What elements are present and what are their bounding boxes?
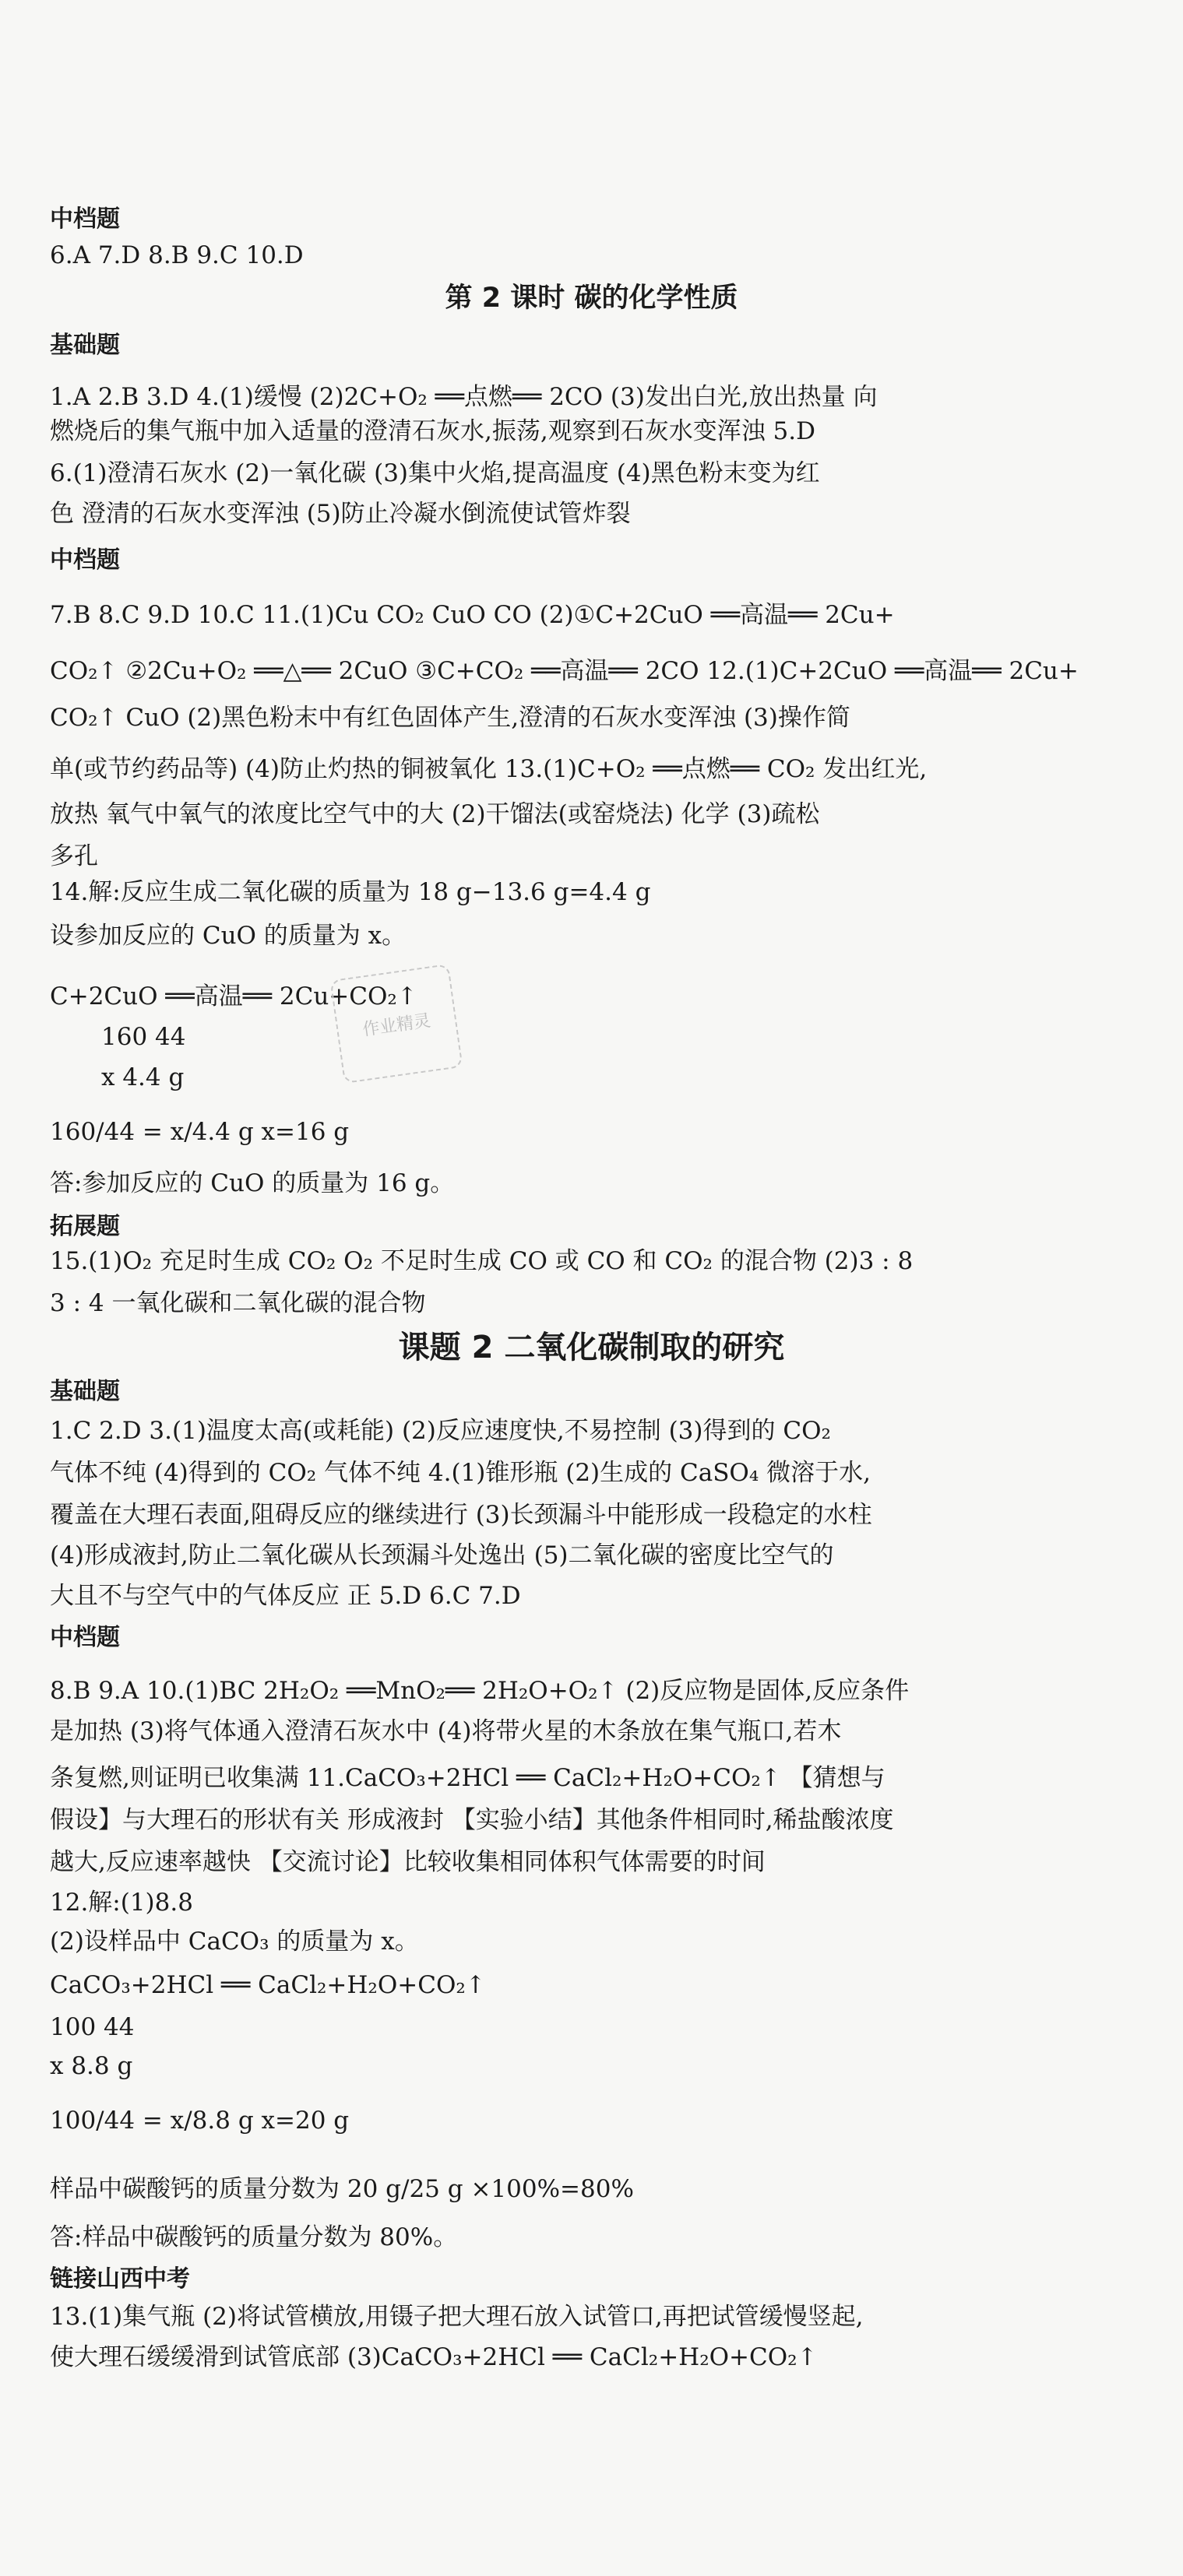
- watermark-stamp: [329, 964, 463, 1084]
- equation-row: x 8.8 g: [50, 2052, 133, 2080]
- section-heading: 中档题: [50, 546, 120, 574]
- answer-line: 13.(1)集气瓶 (2)将试管横放,用镊子把大理石放入试管口,再把试管缓慢竖起,: [50, 2303, 864, 2331]
- answer-line: 答:参加反应的 CuO 的质量为 16 g。: [50, 1169, 455, 1197]
- answer-line: 是加热 (3)将气体通入澄清石灰水中 (4)将带火星的木条放在集气瓶口,若木: [50, 1717, 842, 1745]
- section-heading: 基础题: [50, 1378, 120, 1405]
- answer-line: (2)设样品中 CaCO₃ 的质量为 x。: [50, 1928, 419, 1956]
- answer-line: 燃烧后的集气瓶中加入适量的澄清石灰水,振荡,观察到石灰水变浑浊 5.D: [50, 417, 815, 445]
- section-heading: 中档题: [50, 1624, 120, 1651]
- equation: C+2CuO ══高温══ 2Cu+CO₂↑: [50, 982, 417, 1010]
- answer-line: 放热 氧气中氧气的浓度比空气中的大 (2)干馏法(或窑烧法) 化学 (3)疏松: [50, 800, 820, 828]
- answer-line: CO₂↑ ②2Cu+O₂ ══△══ 2CuO ③C+CO₂ ══高温══ 2CO 12.(1)C+2CuO ══高温══ 2Cu+: [50, 657, 1079, 685]
- answer-line: 大且不与空气中的气体反应 正 5.D 6.C 7.D: [50, 1582, 521, 1610]
- calculation: 160/44 = x/4.4 g x=16 g: [50, 1118, 350, 1146]
- answer-line: 条复燃,则证明已收集满 11.CaCO₃+2HCl ══ CaCl₂+H₂O+CO₂↑ 【猜想与: [50, 1764, 885, 1792]
- calculation: 100/44 = x/8.8 g x=20 g: [50, 2107, 350, 2135]
- equation-row: 100 44: [50, 2013, 135, 2041]
- answer-line: 假设】与大理石的形状有关 形成液封 【实验小结】其他条件相同时,稀盐酸浓度: [50, 1806, 894, 1834]
- answer-line: 色 澄清的石灰水变浑浊 (5)防止冷凝水倒流使试管炸裂: [50, 500, 631, 528]
- equation-row: 160 44: [101, 1023, 186, 1051]
- equation-row: x 4.4 g: [101, 1063, 185, 1091]
- watermark-text: 作业精灵: [361, 1010, 432, 1040]
- answer-line: 越大,反应速率越快 【交流讨论】比较收集相同体积气体需要的时间: [50, 1848, 766, 1876]
- answer-line: 使大理石缓缓滑到试管底部 (3)CaCO₃+2HCl ══ CaCl₂+H₂O+CO₂↑: [50, 2343, 818, 2371]
- lesson-title: 第 2 课时 碳的化学性质: [445, 283, 738, 314]
- answer-line: (4)形成液封,防止二氧化碳从长颈漏斗处逸出 (5)二氧化碳的密度比空气的: [50, 1541, 834, 1569]
- answer-line: 14.解:反应生成二氧化碳的质量为 18 g−13.6 g=4.4 g: [50, 878, 651, 906]
- answer-line: 覆盖在大理石表面,阻碍反应的继续进行 (3)长颈漏斗中能形成一段稳定的水柱: [50, 1501, 872, 1529]
- answer-line: 12.解:(1)8.8: [50, 1889, 193, 1917]
- section-heading: 拓展题: [50, 1213, 120, 1240]
- answer-line: 气体不纯 (4)得到的 CO₂ 气体不纯 4.(1)锥形瓶 (2)生成的 CaSO₄ 微溶于水,: [50, 1459, 871, 1487]
- answer-line: 1.C 2.D 3.(1)温度太高(或耗能) (2)反应速度快,不易控制 (3)得到的 CO₂: [50, 1417, 831, 1445]
- answer-line: 15.(1)O₂ 充足时生成 CO₂ O₂ 不足时生成 CO 或 CO 和 CO₂ 的混合物 (2)3 : 8: [50, 1247, 914, 1275]
- answer-line: 多孔: [50, 842, 98, 870]
- calculation: 样品中碳酸钙的质量分数为 20 g/25 g ×100%=80%: [50, 2175, 634, 2203]
- answer-line: 7.B 8.C 9.D 10.C 11.(1)Cu CO₂ CuO CO (2)①C+2CuO ══高温══ 2Cu+: [50, 601, 895, 629]
- answer-line: 答:样品中碳酸钙的质量分数为 80%。: [50, 2223, 458, 2251]
- equation: CaCO₃+2HCl ══ CaCl₂+H₂O+CO₂↑: [50, 1971, 486, 1999]
- answer-line: 8.B 9.A 10.(1)BC 2H₂O₂ ══MnO₂══ 2H₂O+O₂↑ (2)反应物是固体,反应条件: [50, 1677, 910, 1705]
- answer-line: CO₂↑ CuO (2)黑色粉末中有红色固体产生,澄清的石灰水变浑浊 (3)操作简: [50, 704, 850, 732]
- answer-line: 单(或节约药品等) (4)防止灼热的铜被氧化 13.(1)C+O₂ ══点燃══ CO₂ 发出红光,: [50, 755, 928, 783]
- topic-title: 课题 2 二氧化碳制取的研究: [398, 1330, 785, 1365]
- answer-line: 1.A 2.B 3.D 4.(1)缓慢 (2)2C+O₂ ══点燃══ 2CO (3)发出白光,放出热量 向: [50, 383, 878, 411]
- section-heading: 链接山西中考: [50, 2265, 190, 2293]
- answer-line: 3 : 4 一氧化碳和二氧化碳的混合物: [50, 1289, 426, 1317]
- section-heading: 基础题: [50, 332, 120, 359]
- answer-line: 6.A 7.D 8.B 9.C 10.D: [50, 241, 304, 269]
- section-heading: 中档题: [50, 206, 120, 233]
- answer-line: 设参加反应的 CuO 的质量为 x。: [50, 922, 407, 950]
- answer-line: 6.(1)澄清石灰水 (2)一氧化碳 (3)集中火焰,提高温度 (4)黑色粉末变为红: [50, 459, 820, 487]
